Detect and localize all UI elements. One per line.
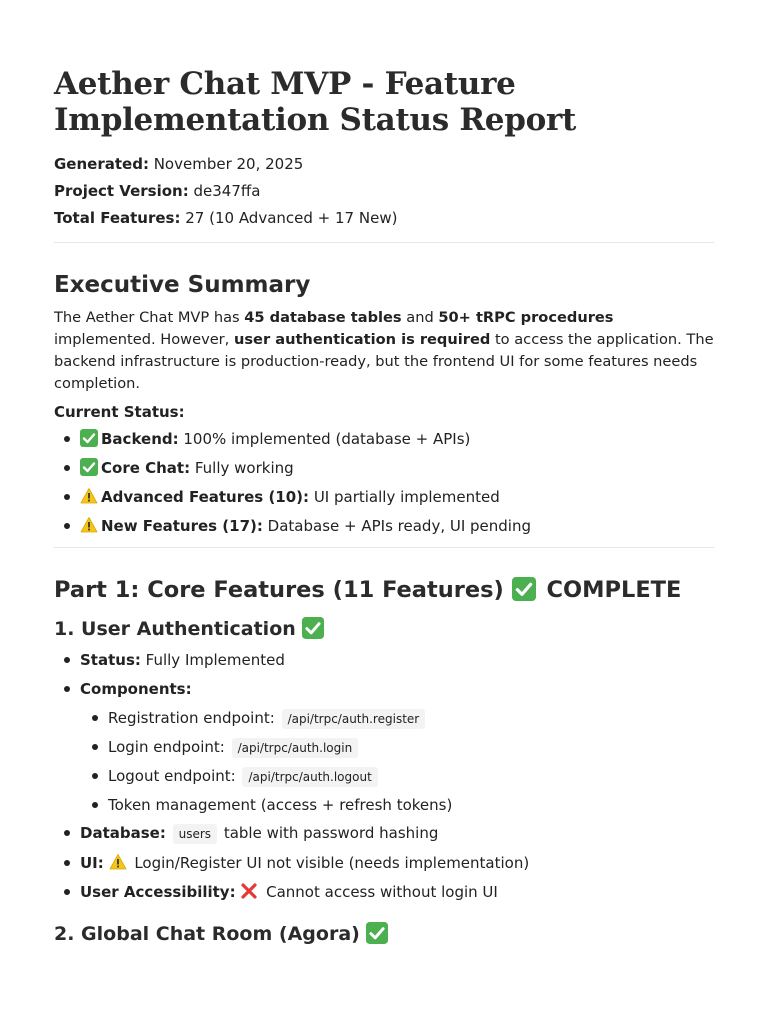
list-item bbox=[80, 878, 714, 907]
status-item-label: Advanced Features (10): bbox=[101, 488, 310, 506]
status-item-text: Database + APIs ready, UI pending bbox=[262, 517, 532, 535]
code-snippet: users bbox=[173, 824, 217, 844]
divider bbox=[54, 242, 714, 243]
summary-text: implemented. However, bbox=[54, 331, 234, 348]
database-text: table with password hashing bbox=[219, 824, 439, 842]
code-snippet: /api/trpc/auth.register bbox=[282, 709, 426, 729]
list-item bbox=[80, 483, 714, 512]
check-icon bbox=[80, 457, 98, 475]
components-list bbox=[80, 704, 714, 819]
feature-1-list bbox=[54, 646, 714, 907]
check-icon bbox=[366, 922, 390, 946]
access-text: Cannot access without login UI bbox=[261, 883, 498, 901]
status-text: Fully Implemented bbox=[140, 651, 285, 669]
list-item bbox=[108, 762, 714, 791]
warning-icon bbox=[80, 515, 98, 533]
feature-heading-user-authentication bbox=[54, 616, 714, 642]
cross-icon bbox=[240, 881, 258, 899]
code-snippet: /api/trpc/auth.logout bbox=[242, 767, 377, 787]
component-text: Login endpoint: bbox=[108, 738, 230, 756]
summary-text: and bbox=[401, 309, 439, 326]
summary-bold: 50+ tRPC procedures bbox=[438, 309, 614, 326]
list-item bbox=[80, 849, 714, 878]
meta-generated bbox=[54, 151, 714, 178]
database-label: Database: bbox=[80, 824, 166, 842]
code-snippet: /api/trpc/auth.login bbox=[232, 738, 359, 758]
check-icon bbox=[80, 428, 98, 446]
warning-icon bbox=[80, 486, 98, 504]
section-heading-part-1 bbox=[54, 576, 714, 604]
feature-heading-text: 2. Global Chat Room (Agora) bbox=[54, 923, 367, 945]
check-icon bbox=[512, 577, 536, 601]
summary-text: to access the application. The backend infrastructure is production-ready, but the frontend UI for some features needs completion. bbox=[54, 331, 714, 392]
status-item-label: Backend: bbox=[101, 430, 179, 448]
part1-heading-status: COMPLETE bbox=[538, 577, 682, 603]
component-text: Logout endpoint: bbox=[108, 767, 241, 785]
access-label: User Accessibility: bbox=[80, 883, 236, 901]
summary-bold: 45 database tables bbox=[244, 309, 402, 326]
component-text: Token management (access + refresh tokens) bbox=[108, 796, 453, 814]
meta-total bbox=[54, 205, 714, 232]
summary-paragraph bbox=[54, 307, 714, 395]
list-item bbox=[108, 733, 714, 762]
page-title: Aether Chat MVP - Feature Implementation Status Report bbox=[54, 66, 577, 138]
list-item bbox=[108, 791, 714, 819]
list-item bbox=[108, 704, 714, 733]
section-heading-executive-summary: Executive Summary bbox=[54, 272, 311, 298]
list-item bbox=[80, 675, 714, 819]
list-item bbox=[80, 646, 714, 675]
ui-text: Login/Register UI not visible (needs implementation) bbox=[129, 854, 530, 872]
feature-heading-text: 1. User Authentication bbox=[54, 618, 303, 640]
status-item-label: New Features (17): bbox=[101, 517, 263, 535]
status-label: Status: bbox=[80, 651, 141, 669]
part1-heading-text: Part 1: Core Features (11 Features) bbox=[54, 577, 512, 603]
summary-text: The Aether Chat MVP has bbox=[54, 309, 245, 326]
status-item-text: UI partially implemented bbox=[309, 488, 500, 506]
current-status-label: Current Status: bbox=[54, 403, 185, 421]
list-item bbox=[80, 454, 714, 483]
list-item bbox=[80, 819, 714, 849]
warning-icon bbox=[109, 852, 127, 870]
feature-heading-global-chat-room bbox=[54, 921, 714, 947]
meta-version-label: Project Version: bbox=[54, 182, 189, 200]
meta-version bbox=[54, 178, 714, 205]
component-text: Registration endpoint: bbox=[108, 709, 280, 727]
meta-total-value: 27 (10 Advanced + 17 New) bbox=[180, 209, 398, 227]
meta-generated-value: November 20, 2025 bbox=[148, 155, 304, 173]
status-item-text: 100% implemented (database + APIs) bbox=[178, 430, 471, 448]
list-item bbox=[80, 512, 714, 541]
status-item-label: Core Chat: bbox=[101, 459, 191, 477]
check-icon bbox=[302, 617, 326, 641]
divider bbox=[54, 547, 714, 548]
meta-generated-label: Generated: bbox=[54, 155, 149, 173]
components-label: Components: bbox=[80, 680, 192, 698]
ui-label: UI: bbox=[80, 854, 104, 872]
meta-total-label: Total Features: bbox=[54, 209, 181, 227]
summary-bold: user authentication is required bbox=[233, 331, 491, 348]
status-list bbox=[54, 425, 714, 541]
meta-version-value: de347ffa bbox=[188, 182, 261, 200]
list-item bbox=[80, 425, 714, 454]
status-item-text: Fully working bbox=[190, 459, 294, 477]
